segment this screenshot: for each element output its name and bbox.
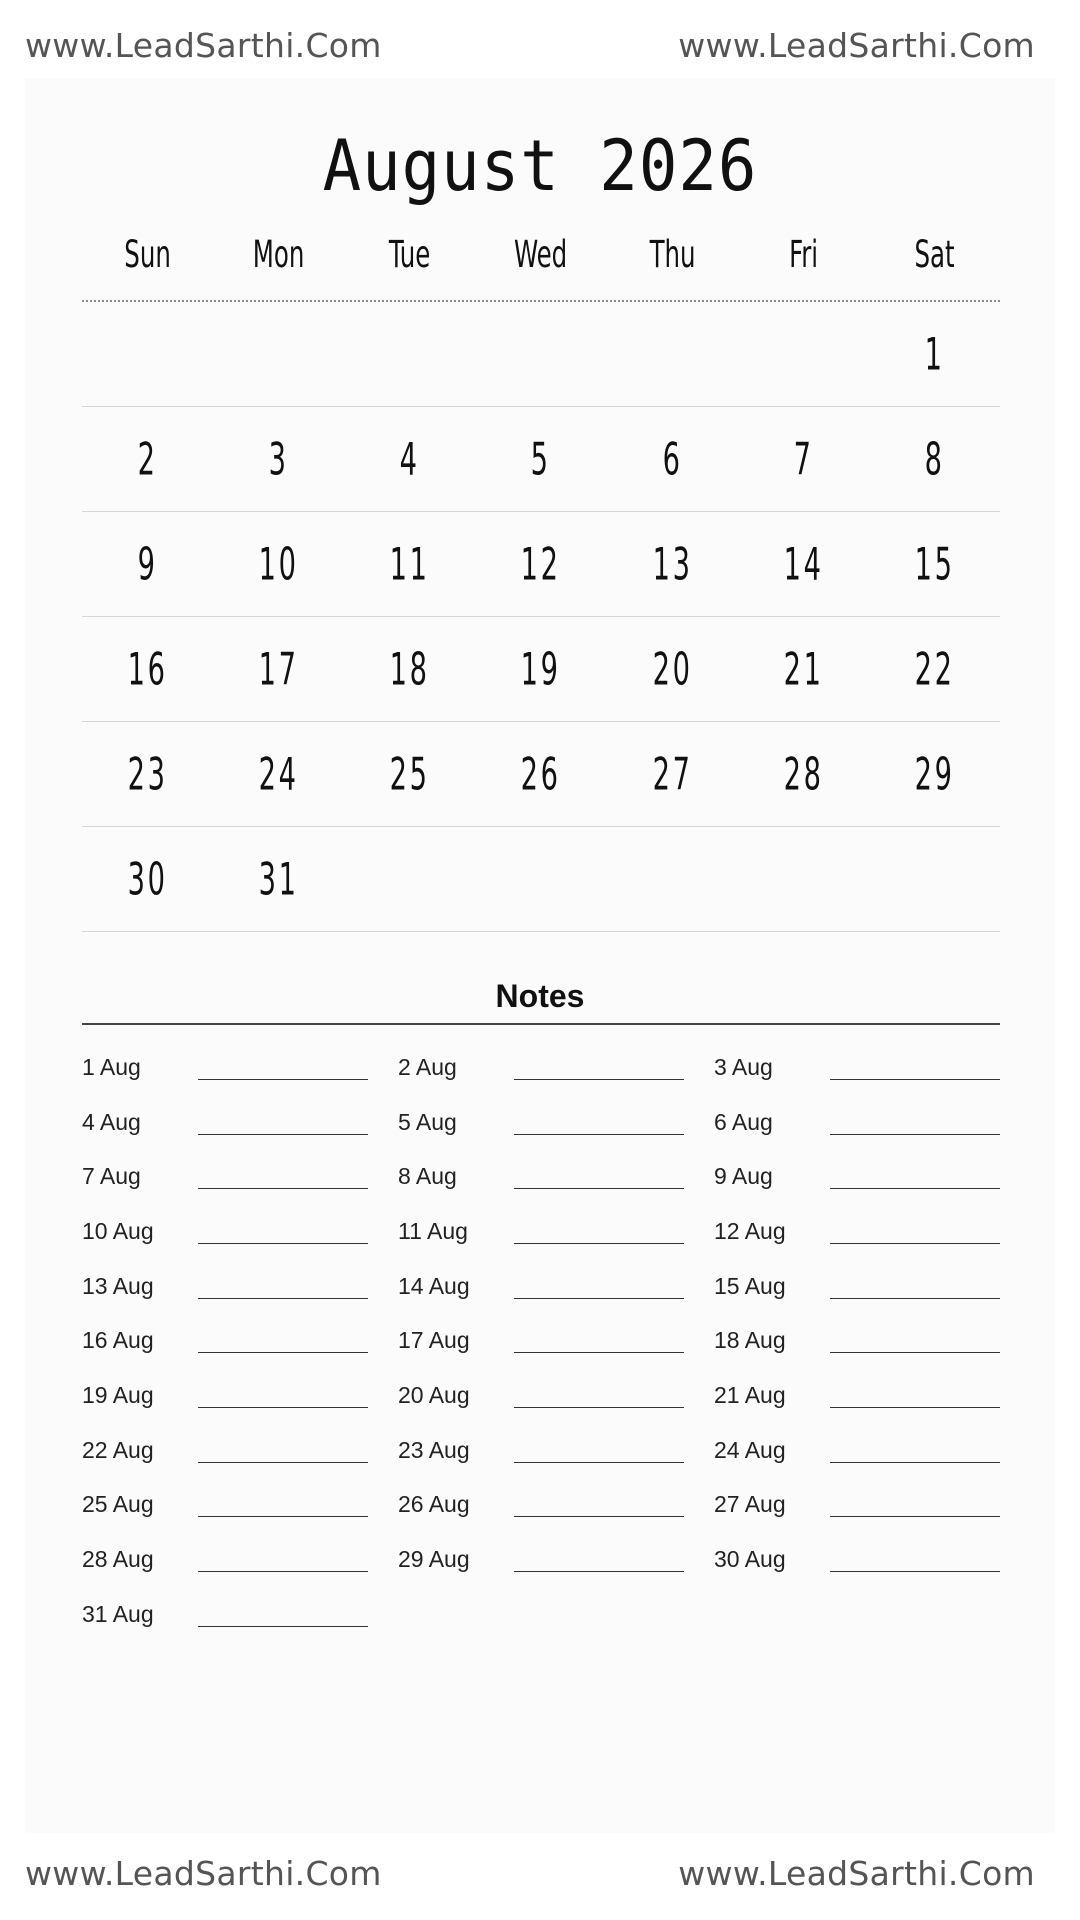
note-entry — [82, 1491, 398, 1518]
note-entry — [398, 1054, 714, 1081]
note-date-label: 7 Aug — [82, 1163, 141, 1190]
day-cell-8: 8 — [924, 433, 945, 485]
note-write-line — [198, 1110, 368, 1135]
notes-row — [82, 1478, 1000, 1533]
note-date-label: 30 Aug — [714, 1546, 786, 1573]
note-date-label: 23 Aug — [398, 1436, 470, 1463]
note-date-label: 1 Aug — [82, 1053, 141, 1080]
note-date-label: 14 Aug — [398, 1272, 470, 1299]
note-date-label: 6 Aug — [714, 1108, 773, 1135]
note-entry — [82, 1437, 398, 1464]
day-cell-1: 1 — [924, 328, 945, 380]
week-row — [82, 512, 1000, 617]
day-cell-5: 5 — [531, 433, 551, 485]
note-write-line — [514, 1492, 684, 1517]
week-row — [82, 722, 1000, 827]
note-write-line — [198, 1547, 368, 1572]
weekday-thu: Thu — [649, 232, 696, 277]
note-date-label: 11 Aug — [398, 1217, 468, 1244]
note-entry — [714, 1327, 1000, 1354]
day-cell-25: 25 — [389, 748, 430, 800]
day-cell-20: 20 — [652, 643, 693, 695]
note-date-label: 15 Aug — [714, 1272, 786, 1299]
day-cell-26: 26 — [521, 748, 561, 800]
note-write-line — [514, 1438, 684, 1463]
note-date-label: 5 Aug — [398, 1108, 457, 1135]
note-entry — [82, 1163, 398, 1190]
weekday-sun: Sun — [124, 232, 171, 277]
day-cell-11: 11 — [389, 538, 430, 590]
note-entry — [714, 1163, 1000, 1190]
note-entry — [82, 1382, 398, 1409]
day-cell-23: 23 — [127, 748, 168, 800]
day-cell-17: 17 — [258, 643, 299, 695]
note-write-line — [514, 1164, 684, 1189]
day-cell-4: 4 — [399, 433, 420, 485]
note-write-line — [830, 1110, 1000, 1135]
weekday-fri: Fri — [788, 232, 818, 277]
note-write-line — [198, 1492, 368, 1517]
calendar-title: August 2026 — [322, 126, 758, 208]
note-write-line — [830, 1055, 1000, 1080]
notes-title: Notes — [495, 978, 585, 1014]
note-entry — [398, 1109, 714, 1136]
note-date-label: 13 Aug — [82, 1272, 154, 1299]
watermark-bottom-left: www.LeadSarthi.Com — [25, 1854, 382, 1893]
note-write-line — [514, 1219, 684, 1244]
note-write-line — [514, 1110, 684, 1135]
notes-row — [82, 1149, 1000, 1204]
note-write-line — [830, 1164, 1000, 1189]
day-cell-2: 2 — [137, 433, 158, 485]
day-cell-10: 10 — [258, 538, 299, 590]
note-date-label: 19 Aug — [82, 1381, 154, 1408]
day-cell-24: 24 — [258, 748, 299, 800]
day-cell-31: 31 — [258, 853, 299, 905]
note-date-label: 29 Aug — [398, 1546, 470, 1573]
day-cell-13: 13 — [652, 538, 693, 590]
note-entry — [398, 1546, 714, 1573]
note-write-line — [514, 1328, 684, 1353]
note-entry — [714, 1546, 1000, 1573]
day-cell-9: 9 — [137, 538, 158, 590]
day-cell-30: 30 — [127, 853, 168, 905]
note-date-label: 31 Aug — [82, 1600, 154, 1627]
watermark-bottom-right: www.LeadSarthi.Com — [678, 1854, 1035, 1893]
note-entry — [398, 1491, 714, 1518]
notes-row — [82, 1587, 1000, 1642]
note-date-label: 28 Aug — [82, 1546, 154, 1573]
note-entry — [82, 1218, 398, 1245]
note-date-label: 21 Aug — [714, 1381, 786, 1408]
note-entry — [398, 1327, 714, 1354]
calendar-grid — [82, 302, 1000, 932]
week-row — [82, 827, 1000, 932]
note-entry — [398, 1218, 714, 1245]
notes-row — [82, 1532, 1000, 1587]
note-entry — [82, 1546, 398, 1573]
notes-row — [82, 1259, 1000, 1314]
note-write-line — [514, 1547, 684, 1572]
weekday-tue: Tue — [389, 232, 431, 277]
note-entry — [714, 1218, 1000, 1245]
week-row — [82, 617, 1000, 722]
note-write-line — [198, 1602, 368, 1627]
day-cell-27: 27 — [652, 748, 693, 800]
notes-list — [82, 1040, 1000, 1642]
note-entry — [714, 1109, 1000, 1136]
weekday-sat: Sat — [914, 232, 955, 277]
note-entry — [714, 1054, 1000, 1081]
note-write-line — [514, 1383, 684, 1408]
watermark-top-left: www.LeadSarthi.Com — [25, 26, 382, 65]
note-entry — [714, 1273, 1000, 1300]
weekday-header-row — [82, 232, 1000, 302]
day-cell-15: 15 — [914, 538, 955, 590]
note-entry — [398, 1163, 714, 1190]
day-cell-6: 6 — [662, 433, 683, 485]
note-entry — [82, 1054, 398, 1081]
note-date-label: 22 Aug — [82, 1436, 154, 1463]
note-date-label: 2 Aug — [398, 1053, 457, 1080]
note-entry — [82, 1273, 398, 1300]
note-write-line — [830, 1328, 1000, 1353]
watermark-top-right: www.LeadSarthi.Com — [678, 26, 1035, 65]
weekday-mon: Mon — [252, 232, 305, 277]
notes-row — [82, 1423, 1000, 1478]
day-cell-21: 21 — [783, 643, 824, 695]
note-write-line — [198, 1055, 368, 1080]
note-date-label: 24 Aug — [714, 1436, 786, 1463]
notes-row — [82, 1368, 1000, 1423]
note-entry — [82, 1109, 398, 1136]
note-date-label: 26 Aug — [398, 1491, 470, 1518]
note-entry — [398, 1273, 714, 1300]
day-cell-18: 18 — [389, 643, 430, 695]
note-entry — [714, 1491, 1000, 1518]
note-entry — [398, 1437, 714, 1464]
note-write-line — [514, 1055, 684, 1080]
notes-row — [82, 1040, 1000, 1095]
note-write-line — [198, 1274, 368, 1299]
note-date-label: 20 Aug — [398, 1381, 470, 1408]
note-date-label: 12 Aug — [714, 1217, 786, 1244]
note-date-label: 8 Aug — [398, 1163, 457, 1190]
note-write-line — [830, 1383, 1000, 1408]
note-date-label: 10 Aug — [82, 1217, 154, 1244]
day-cell-12: 12 — [521, 538, 561, 590]
note-entry — [714, 1382, 1000, 1409]
note-date-label: 4 Aug — [82, 1108, 141, 1135]
note-write-line — [830, 1547, 1000, 1572]
note-date-label: 16 Aug — [82, 1327, 154, 1354]
notes-row — [82, 1313, 1000, 1368]
note-write-line — [514, 1274, 684, 1299]
day-cell-14: 14 — [783, 538, 824, 590]
note-entry — [714, 1437, 1000, 1464]
note-write-line — [198, 1438, 368, 1463]
note-date-label: 25 Aug — [82, 1491, 154, 1518]
note-date-label: 3 Aug — [714, 1053, 773, 1080]
note-write-line — [198, 1328, 368, 1353]
note-entry — [398, 1382, 714, 1409]
note-date-label: 17 Aug — [398, 1327, 470, 1354]
day-cell-7: 7 — [793, 433, 814, 485]
day-cell-29: 29 — [914, 748, 955, 800]
day-cell-28: 28 — [783, 748, 824, 800]
week-row — [82, 302, 1000, 407]
note-entry — [82, 1601, 368, 1628]
day-cell-16: 16 — [127, 643, 168, 695]
weekday-wed: Wed — [514, 232, 568, 277]
note-date-label: 27 Aug — [714, 1491, 786, 1518]
notes-row — [82, 1095, 1000, 1150]
note-write-line — [830, 1492, 1000, 1517]
notes-row — [82, 1204, 1000, 1259]
day-cell-19: 19 — [521, 643, 561, 695]
notes-divider — [82, 1023, 1000, 1025]
note-write-line — [198, 1164, 368, 1189]
note-entry — [82, 1327, 398, 1354]
note-write-line — [830, 1219, 1000, 1244]
note-write-line — [830, 1274, 1000, 1299]
day-cell-22: 22 — [914, 643, 955, 695]
note-write-line — [198, 1219, 368, 1244]
note-write-line — [830, 1438, 1000, 1463]
note-write-line — [198, 1383, 368, 1408]
note-date-label: 9 Aug — [714, 1163, 773, 1190]
week-row — [82, 407, 1000, 512]
note-date-label: 18 Aug — [714, 1327, 786, 1354]
day-cell-3: 3 — [268, 433, 289, 485]
